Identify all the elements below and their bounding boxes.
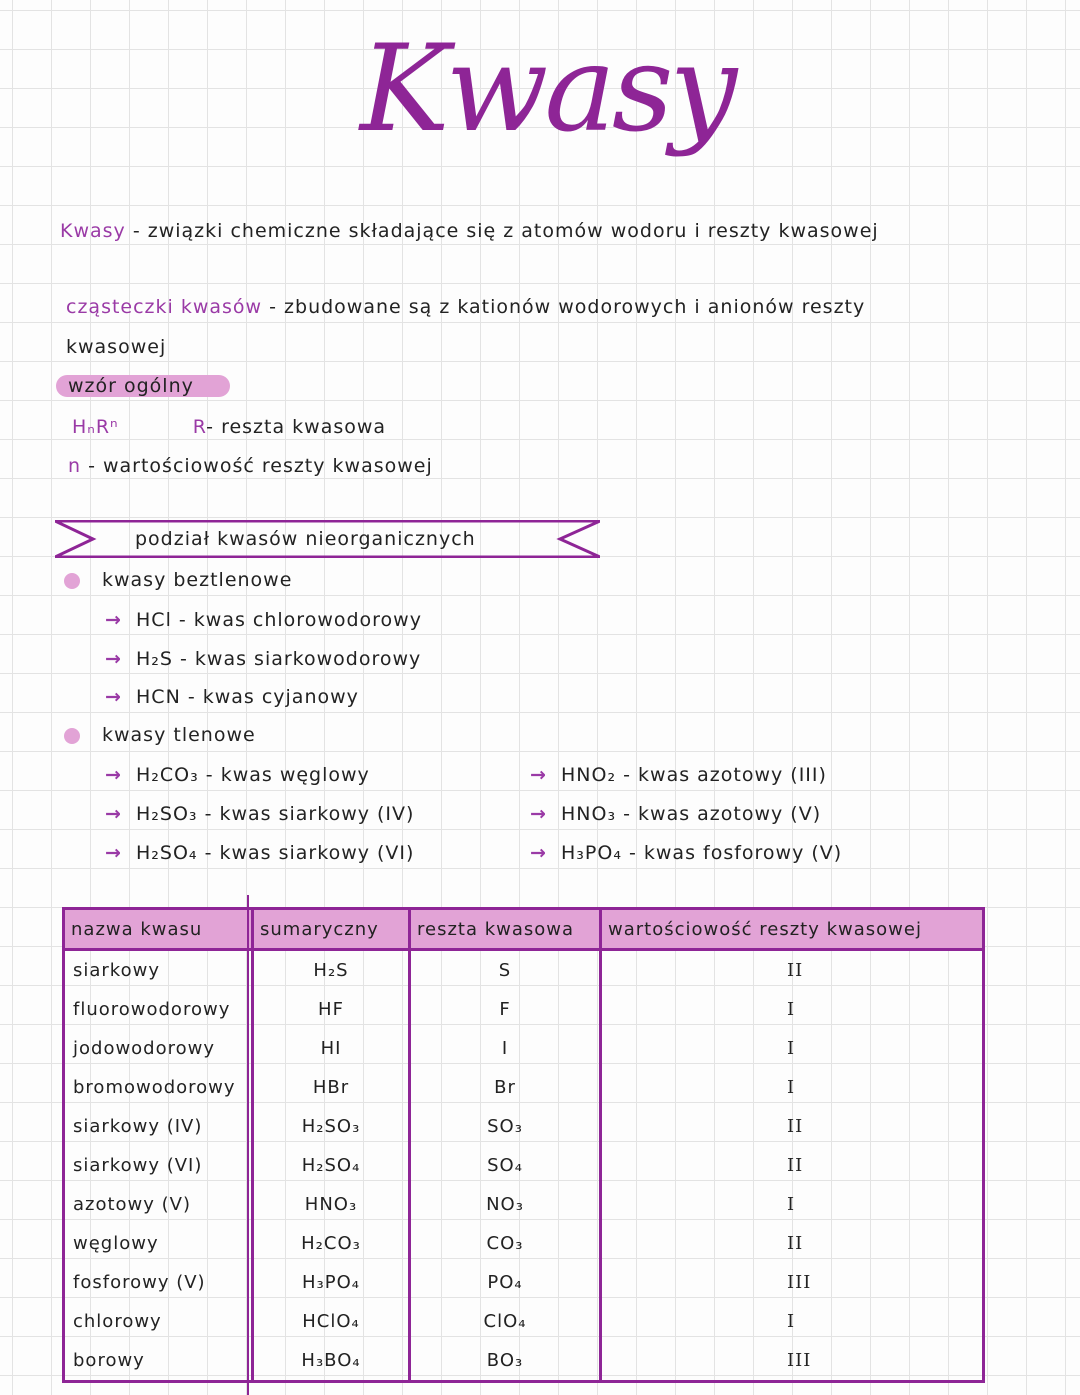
molecules-definition [66, 296, 865, 318]
acid-residue-cell: F [410, 990, 601, 1029]
definition-term: Kwasy [60, 220, 126, 242]
formula-cell: H₂S [253, 950, 410, 991]
general-formula-heading [56, 375, 230, 397]
general-formula-label: wzór ogólny [56, 375, 230, 397]
acid-residue-cell: BO₃ [410, 1341, 601, 1382]
table-row [64, 1185, 984, 1224]
page-title: Kwasy [360, 20, 734, 159]
formula-cell: H₂SO₃ [253, 1107, 410, 1146]
column-header: wartościowość reszty kwasowej [601, 909, 984, 950]
bullet-icon [64, 728, 80, 744]
valence-cell: I [601, 1302, 984, 1341]
oxygenless-label: kwasy beztlenowe [102, 569, 293, 591]
acid-residue-cell: CO₃ [410, 1224, 601, 1263]
valence-cell: I [601, 990, 984, 1029]
arrow-icon: → [530, 803, 547, 825]
list-item [105, 842, 414, 864]
acid-name-cell: fosforowy (V) [64, 1263, 253, 1302]
list-item-text: H₂SO₄ - kwas siarkowy (VI) [136, 842, 415, 864]
molecules-text: - zbudowane są z kationów wodorowych i anionów reszty [269, 296, 866, 318]
formula-cell: HI [253, 1029, 410, 1068]
acids-table [62, 907, 985, 1383]
acid-name-cell: siarkowy (IV) [64, 1107, 253, 1146]
acid-name-cell: chlorowy [64, 1302, 253, 1341]
definition-text: - związki chemiczne składające się z atomów wodoru i reszty kwasowej [132, 220, 879, 242]
acid-name-cell: borowy [64, 1341, 253, 1382]
formula-cell: HF [253, 990, 410, 1029]
column-header: sumaryczny [253, 909, 410, 950]
bullet-icon [64, 573, 80, 589]
acid-name-cell: węglowy [64, 1224, 253, 1263]
acid-residue-cell: SO₃ [410, 1107, 601, 1146]
table-row [64, 1302, 984, 1341]
division-heading: podział kwasów nieorganicznych [135, 528, 476, 550]
formula-cell: H₃BO₄ [253, 1341, 410, 1382]
table-row [64, 1029, 984, 1068]
acid-residue-cell: SO₄ [410, 1146, 601, 1185]
arrow-icon: → [105, 764, 122, 786]
table-row [64, 1263, 984, 1302]
column-divider [247, 895, 249, 1395]
valence-cell: III [601, 1341, 984, 1382]
formula-cell: HClO₄ [253, 1302, 410, 1341]
valence-cell: I [601, 1029, 984, 1068]
n-text: - wartościowość reszty kwasowej [88, 455, 433, 477]
list-item [105, 648, 421, 670]
table-row [64, 1068, 984, 1107]
table-row [64, 1107, 984, 1146]
list-item-text: HNO₂ - kwas azotowy (III) [561, 764, 827, 786]
list-item [105, 686, 359, 708]
valence-cell: II [601, 950, 984, 991]
valence-cell: III [601, 1263, 984, 1302]
list-item [530, 764, 827, 786]
list-item-text: H₂CO₃ - kwas węglowy [136, 764, 370, 786]
list-item-text: H₂SO₃ - kwas siarkowy (IV) [136, 803, 415, 825]
list-item [105, 803, 414, 825]
acid-name-cell: fluorowodorowy [64, 990, 253, 1029]
table-row [64, 950, 984, 991]
definition [60, 220, 879, 242]
n-label: n [68, 455, 82, 477]
acid-name-cell: jodowodorowy [64, 1029, 253, 1068]
acid-name-cell: bromowodorowy [64, 1068, 253, 1107]
valence-cell: I [601, 1068, 984, 1107]
formula-cell: H₂SO₄ [253, 1146, 410, 1185]
acid-residue-cell: Br [410, 1068, 601, 1107]
valence-cell: II [601, 1107, 984, 1146]
arrow-icon: → [105, 686, 122, 708]
r-label: R [192, 416, 207, 438]
arrow-icon: → [105, 648, 122, 670]
valence-cell: II [601, 1146, 984, 1185]
formula-cell: H₂CO₃ [253, 1224, 410, 1263]
valence-cell: I [601, 1185, 984, 1224]
formula: HₙRⁿ [72, 416, 119, 438]
acid-residue-cell: NO₃ [410, 1185, 601, 1224]
list-item [105, 764, 370, 786]
list-item-text: H₂S - kwas siarkowodorowy [136, 648, 422, 670]
column-header: nazwa kwasu [64, 909, 253, 950]
arrow-icon: → [105, 609, 122, 631]
acid-name-cell: siarkowy [64, 950, 253, 991]
acid-name-cell: azotowy (V) [64, 1185, 253, 1224]
list-item-text: H₃PO₄ - kwas fosforowy (V) [561, 842, 843, 864]
oxygen-label: kwasy tlenowe [102, 724, 256, 746]
list-item-text: HCN - kwas cyjanowy [136, 686, 359, 708]
arrow-icon: → [530, 764, 547, 786]
table-row [64, 990, 984, 1029]
list-item-text: HCl - kwas chlorowodorowy [136, 609, 422, 631]
table-header-row [64, 909, 984, 950]
arrow-icon: → [105, 803, 122, 825]
formula-cell: HNO₃ [253, 1185, 410, 1224]
acid-residue-cell: ClO₄ [410, 1302, 601, 1341]
acid-residue-cell: S [410, 950, 601, 991]
acid-residue-cell: I [410, 1029, 601, 1068]
table-row [64, 1341, 984, 1382]
column-header: reszta kwasowa [410, 909, 601, 950]
table-row [64, 1146, 984, 1185]
r-text: - reszta kwasowa [206, 416, 387, 438]
list-item [530, 803, 821, 825]
arrow-icon: → [105, 842, 122, 864]
molecules-text-cont: kwasowej [66, 336, 167, 358]
formula-cell: HBr [253, 1068, 410, 1107]
general-formula [72, 416, 386, 438]
formula-cell: H₃PO₄ [253, 1263, 410, 1302]
valence-cell: II [601, 1224, 984, 1263]
n-definition [68, 455, 433, 477]
acid-residue-cell: PO₄ [410, 1263, 601, 1302]
table-row [64, 1224, 984, 1263]
molecules-term: cząsteczki kwasów [66, 296, 263, 318]
list-item-text: HNO₃ - kwas azotowy (V) [561, 803, 822, 825]
acid-name-cell: siarkowy (VI) [64, 1146, 253, 1185]
arrow-icon: → [530, 842, 547, 864]
list-item [530, 842, 842, 864]
list-item [105, 609, 422, 631]
